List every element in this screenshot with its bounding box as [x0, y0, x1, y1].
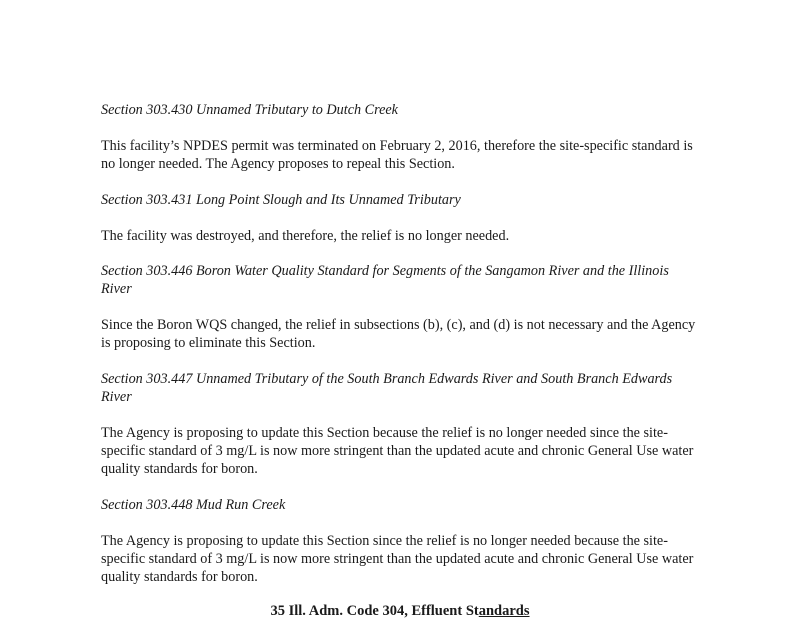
section-303-430-heading: Section 303.430 Unnamed Tributary to Dutch Creek: [101, 102, 398, 118]
section-303-446-heading: Section 303.446 Boron Water Quality Standard for Segments of the Sangamon River and the Illinois River: [101, 263, 669, 297]
section-303-447-heading: Section 303.447 Unnamed Tributary of the South Branch Edwards River and South Branch Edwards River: [101, 371, 673, 405]
section-303-431-body: The facility was destroyed, and therefore, the relief is no longer needed.: [101, 228, 510, 244]
part-304-heading-underlined: andards: [478, 603, 530, 618]
section-303-430-body: This facility’s NPDES permit was terminated on February 2, 2016, therefore the site-specific standard is no longer needed. The Agency proposes to repeal this Section.: [101, 138, 693, 172]
part-304-heading-prefix: 35 Ill. Adm. Code 304, Effluent St: [270, 603, 479, 618]
section-303-448-body: The Agency is proposing to update this Section since the relief is no longer needed because the site-specific standard of 3 mg/L is now more stringent than the updated acute and chronic General Use water quality standards for boron.: [101, 533, 694, 585]
section-303-446-body: Since the Boron WQS changed, the relief in subsections (b), (c), and (d) is not necessary and the Agency is proposing to eliminate this Section.: [101, 317, 696, 351]
section-303-431-heading: Section 303.431 Long Point Slough and Its Unnamed Tributary: [101, 192, 461, 208]
part-304-heading: [0, 602, 800, 618]
section-303-448-heading: Section 303.448 Mud Run Creek: [101, 497, 286, 513]
section-303-447-body: The Agency is proposing to update this Section because the relief is no longer needed since the site-specific standard of 3 mg/L is now more stringent than the updated acute and chronic General Use water quality standards for boron.: [101, 425, 694, 477]
